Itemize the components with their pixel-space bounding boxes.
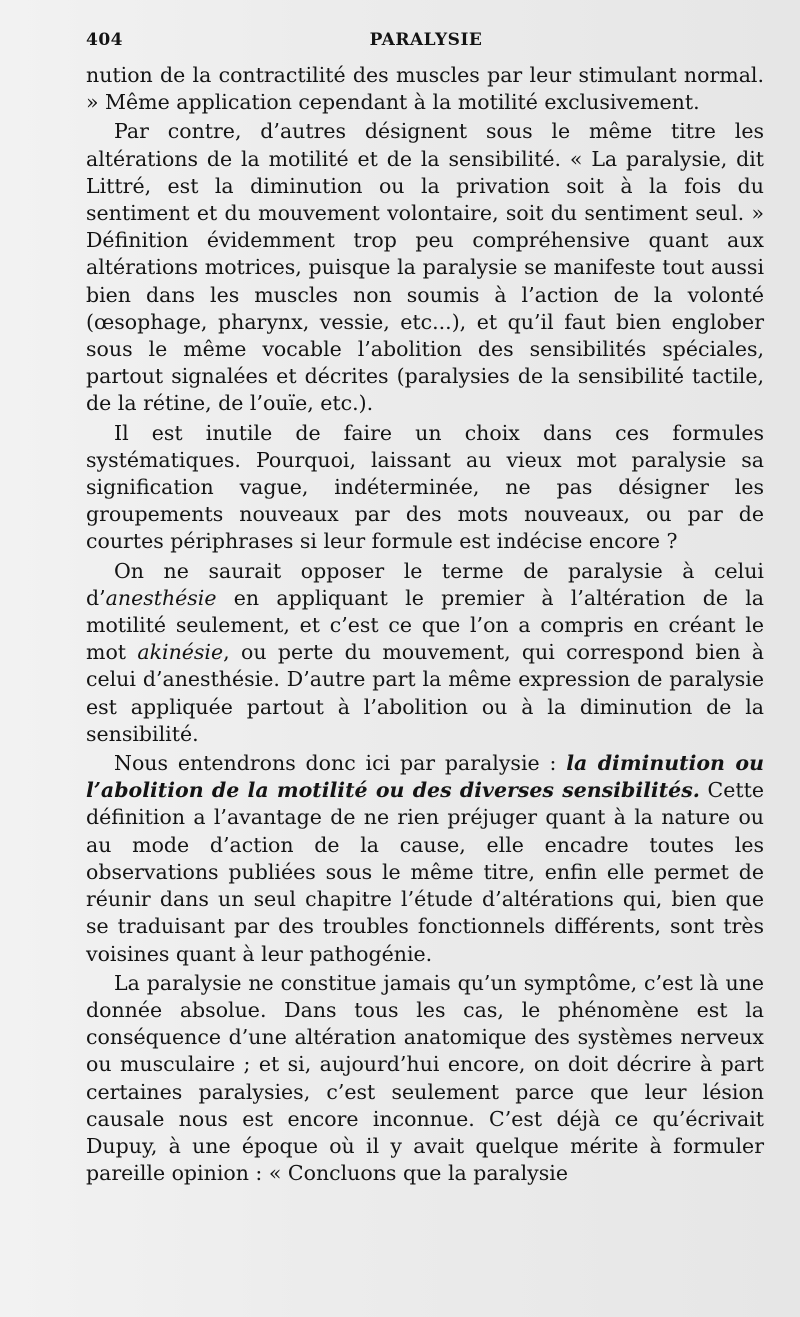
paragraph-text: La paralysie ne constitue jamais qu’un symptôme, c’est là une donnée absolue. Dans tous les cas, le phénomène est la conséquence d’une altération anatomique des systèmes nerveux ou musculaire ; et si, aujourd’hui encore, on doit décrire à part certaines paralysies, c’est seulement parce que leur lésion causale nous est encore inconnue. C’est déjà ce qu’écrivait Dupuy, à une époque où il y avait quelque mérite à formuler pareille opinion : « Concluons que la paralysie: [86, 970, 764, 1186]
paragraph: [86, 118, 764, 417]
paragraph-text: Nous entendrons donc ici par paralysie :: [114, 751, 567, 776]
definition-emphasis: la diminution ou l’abolition de la motilité ou des diverses sensibilités.: [86, 751, 764, 803]
body-text: [86, 62, 764, 1189]
italic-term: akinésie: [137, 640, 224, 665]
paragraph-text: Cette définition a l’avantage de ne rien préjuger quant à la nature ou au mode d’action de la cause, elle encadre toutes les observations publiées sous le même titre, enfin elle permet de réunir dans un seul chapitre l’étude d’altérations qui, bien que se traduisant par des troubles fonctionnels différents, sont très voisines quant à leur pathogénie.: [86, 778, 764, 966]
paragraph: [86, 420, 764, 556]
paragraph-text: , ou perte du mouvement, qui correspond bien à celui d’anesthésie. D’autre part la même expression de paralysie est appliquée partout à l’abolition ou à la diminution de la sensibilité.: [86, 640, 764, 746]
paragraph: [86, 62, 764, 116]
paragraph-text: nution de la contractilité des muscles par leur stimulant normal. » Même application cependant à la motilité exclusivement.: [86, 63, 764, 115]
page-number: 404: [86, 30, 123, 50]
paragraph-text: en appliquant le premier à l’altération de la motilité seulement, et c’est ce que l’on a compris en créant le mot: [86, 585, 764, 665]
page-header: [86, 30, 766, 54]
paragraph-text: Par contre, d’autres désignent sous le même titre les altérations de la motilité et de la sensibilité. « La paralysie, dit Littré, est la diminution ou la privation soit à la fois du sentiment et du mouvement volontaire, soit du sentiment seul. » Définition évidemment trop peu compréhensive quant aux altérations motrices, puisque la paralysie se manifeste tout aussi bien dans les muscles non soumis à l’action de la volonté (œsophage, pharynx, vessie, etc...), et qu’il faut bien englober sous le même vocable l’abolition des sensibilités spéciales, partout signalées et décrites (paralysies de la sensibilité tactile, de la rétine, de l’ouïe, etc.).: [86, 119, 764, 416]
italic-term: anesthésie: [105, 585, 217, 610]
paragraph: [86, 970, 764, 1188]
paragraph-text: Il est inutile de faire un choix dans ces formules systématiques. Pourquoi, laissant au vieux mot paralysie sa signification vague, indéterminée, ne pas désigner les groupements nouveaux par des mots nouveaux, ou par de courtes périphrases si leur formule est indécise encore ?: [86, 420, 764, 554]
paragraph: [86, 750, 764, 968]
running-title: PARALYSIE: [369, 30, 483, 50]
paragraph: [86, 558, 764, 748]
paragraph-text: On ne saurait opposer le terme de paralysie à celui d’: [86, 558, 764, 610]
